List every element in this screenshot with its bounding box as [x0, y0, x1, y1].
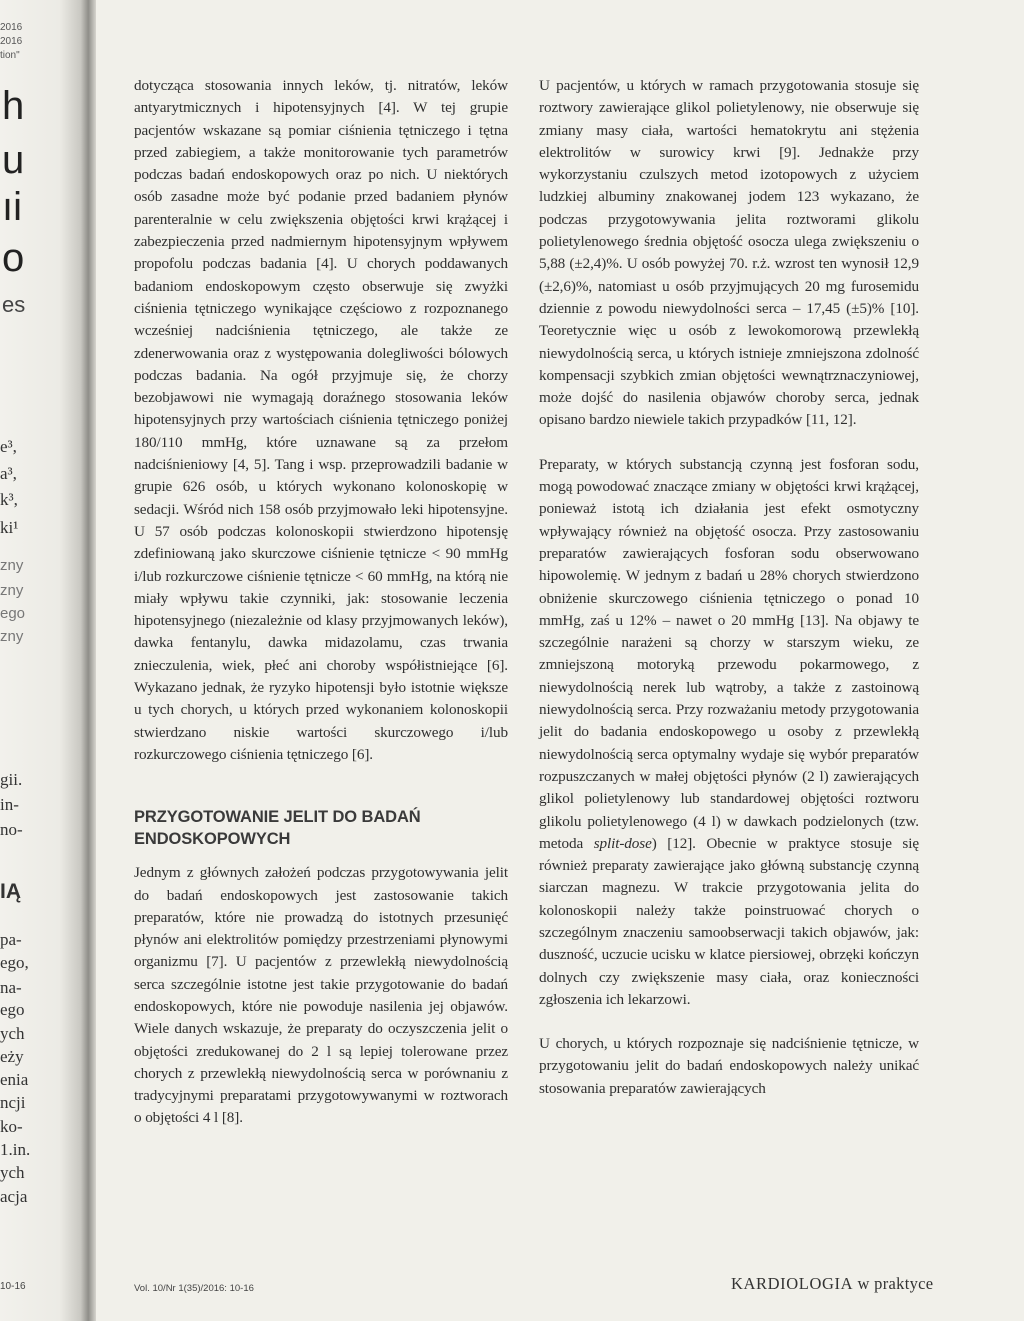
left-page-fragment: no-	[0, 820, 23, 839]
left-page-fragment: a³,	[0, 464, 17, 483]
left-page-fragment: ko-	[0, 1117, 23, 1136]
issue-info: Vol. 10/Nr 1(35)/2016: 10-16	[134, 1283, 254, 1294]
left-page-fragment: ych	[0, 1024, 25, 1043]
left-page-fragment: pa-	[0, 930, 22, 949]
left-page-fragment: o	[2, 236, 25, 280]
journal-title: KARDIOLOGIA	[731, 1274, 854, 1293]
left-page-fragment: zny	[0, 557, 24, 574]
paragraph-text: Preparaty, w których substancją czynną jest fosforan sodu, mogą powodować znaczące zmiany w objętości krwi krążącej, ponieważ istotą ich działania jest efekt osmotyczny wpływający również na objętość osocza. Przy zastosowaniu preparatów zawierających fosforan sodu obserwowano hipowolemię. W jednym z badań u 28% chorych stwierdzono obniżenie skurczowego ciśnienia tętniczego o ponad 10 mmHg, zaś u 12% – nawet o 20 mmHg [13]. Na objawy te szczególnie narażeni są chorzy w starszym wieku, ze zmniejszoną motoryką przewodu pokarmowego, z niewydolnością nerek lub wątroby, a także z zastoinową niewydolnością serca. Przy rozważaniu metody przygotowania jelit do badania endoskopowego u osoby z przewlekłą niewydolnością serca optymalny wydaje się wybór preparatów rozpuszczanych w małej objętości płynów (2 l) zawierających glikol polietylenowy lub standardowej objętości roztworu glikolu polietylenowego (4 l) w dawkach podzielonych (tzw. metoda	[539, 455, 919, 852]
left-page-fragment: 10-16	[0, 1281, 26, 1292]
paragraph: dotycząca stosowania innych leków, tj. nitratów, leków antyarytmicznych i hipotensyjnych [4]. W tej grupie pacjentów wskazane są pomiar ciśnienia tętniczego i tętna przed zabiegiem, a także monitorowanie tych parametrów podczas badań endoskopowych oraz po nich. U niektórych osób zasadne może być podanie przed badaniem płynów parenteralnie w celu zwiększenia objętości krwi krążącej i zabezpieczenia przed nadmiernym hipotensyjnym wpływem propofolu podczas badania [4]. U chorych poddawanych badaniom endoskopowym często obserwuje się zwyżki ciśnienia tętniczego wynikające częściowo z rozpoznanego wcześniej nadciśnienia tętniczego, ale także ze zdenerwowania oraz z występowania dolegliwości bólowych podczas badania. Na ogół przyjmuje się, że chorzy bezobjawowi nie wymagają doraźnego stosowania leków hipotensyjnych przy wartościach ciśnienia tętniczego poniżej 180/110 mmHg, które uznawane są za przełom nadciśnieniowy [4, 5]. Tang i wsp. przeprowadzili badanie w grupie 626 osób, u których wykonano kolonoskopię w sedacji. Wśród nich 158 osób przyjmowało leki hipotensyjne. U 57 osób podczas kolonoskopii stwierdzono hipotensję zdefiniowaną jako skurczowe ciśnienie tętnicze < 90 mmHg i/lub rozkurczowe ciśnienie tętnicze < 60 mmHg, na którą nie miały wpływu takie czynniki, jak: stosowanie leczenia hipotensyjnego (niezależnie od klasy przyjmowanych leków), dawka fentanylu, dawka midazolamu, czas trwania znieczulenia, wiek, płeć ani choroby współistniejące [6]. Wykazano jednak, że ryzyko hipotensji było istotnie większe u tych chorych, u których przed wykonaniem kolonoskopii stwierdzano niskie wartości skurczowego i/lub rozkurczowego ciśnienia tętniczego [6].	[134, 77, 508, 763]
section-heading: PRZYGOTOWANIE JELIT DO BADAŃ ENDOSKOPOWYCH	[134, 808, 421, 849]
left-page-fragment: ıi	[2, 185, 22, 229]
left-page-fragment: ego	[0, 605, 26, 622]
left-page-fragment: k³,	[0, 490, 18, 509]
left-page-fragment: 2016	[0, 22, 23, 33]
left-page-fragment: ego,	[0, 953, 29, 972]
left-page-fragment: es	[2, 292, 26, 317]
left-text-column	[134, 75, 508, 1130]
paragraph: Jednym z głównych założeń podczas przygotowywania jelit do badań endoskopowych jest zastosowanie takich preparatów, które nie prowadzą do istotnych przesunięć płynów ani elektrolitów pomiędzy przestrzeniami płynowymi organizmu [7]. U pacjentów z przewlekłą niewydolnością serca szczególnie istotne jest takie przygotowanie do badań endoskopowych, które nie powoduje nasilenia jej objawów. Wiele danych wskazuje, że preparaty do oczyszczenia jelit o objętości zredukowanej do 2 l są lepiej tolerowane przez chorych z przewlekłą niewydolnością serca w porównaniu z tradycyjnymi preparatami przygotowywanymi w roztworach o objętości 4 l [8].	[134, 864, 508, 1127]
left-page-fragment: 1.in.	[0, 1140, 31, 1159]
left-page-fragment: na-	[0, 978, 22, 997]
left-page-fragment: IĄ	[0, 880, 21, 903]
left-page-fragment: ych	[0, 1163, 25, 1182]
left-page-fragment: tion"	[0, 50, 20, 61]
left-page-fragment: enia	[0, 1070, 29, 1089]
left-page-fragment: e³,	[0, 437, 17, 456]
left-page-fragment: acja	[0, 1187, 28, 1206]
paragraph-text: ) [12]. Obecnie w praktyce stosuje się również preparaty zawierające jako główną substancję czynną siarczan magnezu. W trakcie przygotowania jelita do kolonoskopii należy także poinstruować chorych o szczególnym znaczeniu samoobserwacji takich objawów, jak: duszność, uczucie ucisku w klatce piersiowej, obrzęki kończyn dolnych czy zwiększenie masy ciała, oraz konieczności zgłoszenia ich lekarzowi.	[539, 834, 920, 1008]
left-page-fragment: h	[2, 84, 25, 128]
paragraph	[539, 454, 919, 1011]
paragraph: U chorych, u których rozpoznaje się nadciśnienie tętnicze, w przygotowaniu jelit do badań endoskopowych należy unikać stosowania preparatów zawierających	[539, 1035, 919, 1097]
left-page-fragment: zny	[0, 628, 24, 645]
right-text-column	[539, 75, 919, 1100]
paragraph: U pacjentów, u których w ramach przygotowania stosuje się roztwory zawierające glikol polietylenowy, nie obserwuje się zmiany masy ciała, wartości hematokrytu ani stężenia elektrolitów w surowicy krwi [9]. Jednakże przy wykorzystaniu czulszych metod izotopowych z użyciem ludzkiej albuminy znakowanej jodem 123 wykazano, że podczas przygotowywania jelita roztworami glikolu polietylenowego średnia objętość osocza ulega zwiększeniu o 5,88 (±2,4)%. U osób powyżej 70. r.ż. wzrost ten wynosił 12,9 (±2,6)%, natomiast u osób przyjmujących 20 mg furosemidu dziennie z powodu niewydolności serca – 17,45 (±5)% [10]. Teoretycznie więc u osób z lewokomorową przewlekłą niewydolnością serca, u których istnieje zmniejszona zdolność kompensacji szybkich zmian objętości wewnątrznaczyniowej, może dojść do nasilenia objawów choroby serca, jednak opisano bardzo niewiele takich przypadków [11, 12].	[539, 77, 919, 429]
italic-term: split-dose	[593, 834, 652, 852]
left-page-fragment: u	[2, 138, 25, 182]
left-page-fragment: ki¹	[0, 518, 19, 537]
journal-name	[731, 1274, 933, 1294]
previous-page-fragment	[0, 0, 80, 1321]
left-page-fragment: zny	[0, 582, 24, 599]
left-page-fragment: ncji	[0, 1093, 26, 1112]
left-page-fragment: in-	[0, 795, 19, 814]
journal-subtitle: w praktyce	[857, 1274, 934, 1293]
left-page-fragment: ego	[0, 1000, 25, 1019]
left-page-fragment: 2016	[0, 36, 23, 47]
left-page-fragment: gii.	[0, 770, 23, 789]
left-page-fragment: eży	[0, 1047, 24, 1066]
